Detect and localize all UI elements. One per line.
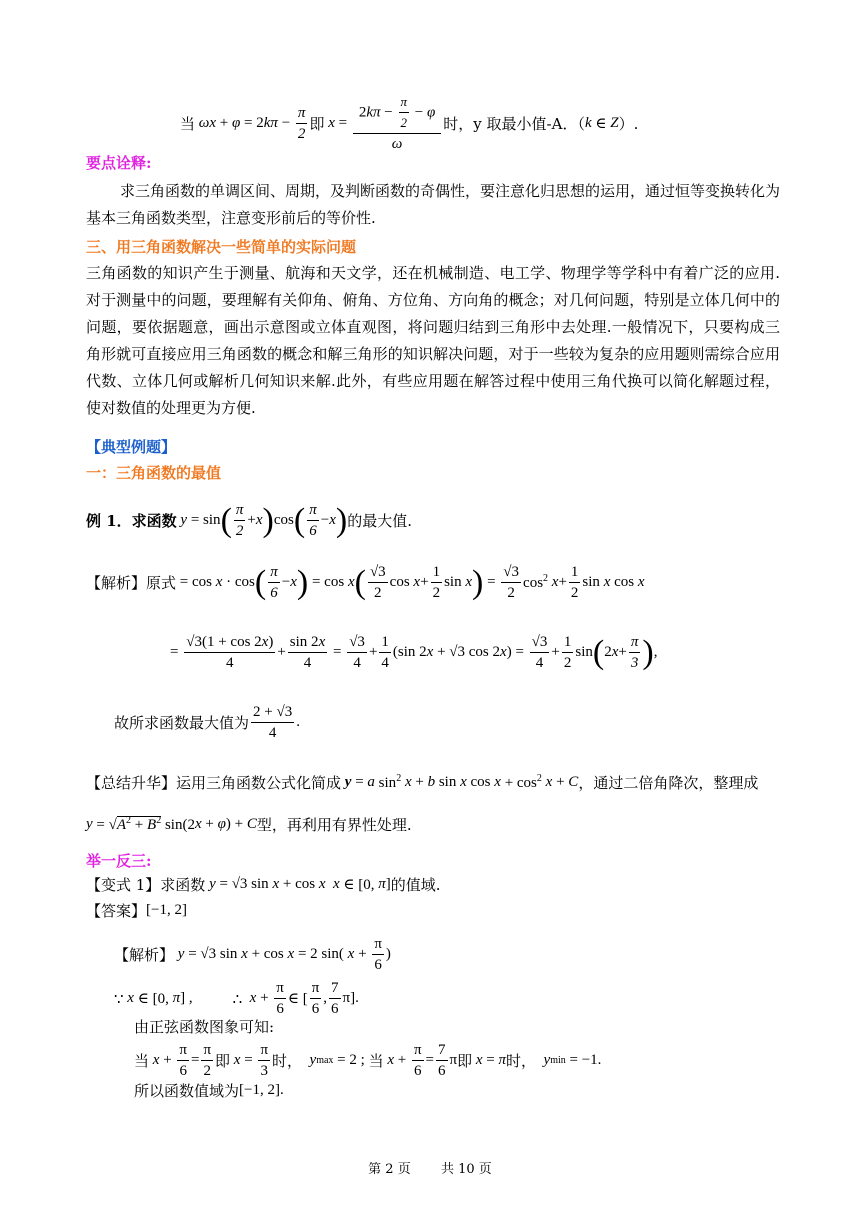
extrema-line: 当 x + $\frac{\pi}{6}$ = $\frac{\pi}{2}$ 即 x = $\frac{\pi}{3}$ 时， y max = 2 ; 当 x + $\frac{\pi}{6}$ = $\frac{7}{6}$ π 即 x = π 时， y min = −1.	[134, 1042, 602, 1079]
domain-line: ∵ x ∈ [0, π ] , ∴ x + $\frac{\pi}{6}$ ∈ [ $\frac{\pi}{6}$ , $\frac{7}{6}$ π].	[114, 980, 359, 1017]
shi-text-2: 时，	[506, 1052, 537, 1070]
suffix-text: 时，y 取最小值-A．（	[443, 114, 585, 133]
extend-heading: 举一反三:	[86, 852, 152, 870]
summary-text-2: ，通过二倍角降次，整理成	[578, 774, 759, 792]
examples-heading: 【典型例题】	[86, 438, 177, 456]
conclusion-value: [−1, 2]	[239, 1082, 280, 1098]
answer-line	[86, 900, 187, 921]
shi-text-1: 时，	[272, 1052, 303, 1070]
key-points-paragraph: 求三角函数的单调区间、周期，及判断函数的奇偶性，要注意化归思想的运用，通过恒等变换转化为基本三角函数类型，注意变形前后的等价性.	[86, 182, 781, 227]
section-3-paragraph: 三角函数的知识产生于测量、航海和天文学，还在机械制造、电工学、物理学等学科中有着广泛的应用. 对于测量中的问题，要理解有关仰角、俯角、方位角、方向角的概念；对几何问题，特别是立体几何中的问题，要依据题意，画出示意图或立体直观图，将问题归结到三角形中去处理.一般情况下，只要构成三角形就可直接应用三角函数的概念和解三角形的知识解决问题，对于一些较为复杂的应用题则需综合应用代数、立体几何或解析几何知识来解.此外，有些应用题在解答过程中使用三角代换可以简化解题过程，使对数值的处理更为方便.	[86, 264, 780, 417]
variant-solution-line: 【解析】 y = √3 sin x + cos x = 2 sin( x + $\frac{\pi}{6}$ )	[114, 936, 391, 973]
conclusion-line: 所以函数值域为 [−1, 2] .	[134, 1082, 284, 1100]
summary-label: 【总结升华】	[86, 774, 177, 792]
type-1-heading: 一：三角函数的最值	[86, 464, 222, 482]
page-number: 第 2 页	[368, 1162, 411, 1177]
therefore-symbol: ∴	[232, 989, 243, 1008]
max-value-text: 故所求函数最大值为	[114, 714, 250, 732]
min-value-condition-line: 当 ωx + φ = 2 kπ − $\frac{\pi}{2}$ 即 x = 2kπ − $\frac{\pi}{2}$ − φ ω 时，y 取最小值-A．（ k ∈ Z ）.	[180, 94, 639, 152]
key-points-heading: 要点诠释:	[86, 154, 152, 172]
section-3-heading: 三、用三角函数解决一些简单的实际问题	[86, 238, 357, 256]
variant-1: 【变式 1】求函数 y = √3 sin x + cos x x ∈ [0, π ] 的值域.	[86, 876, 441, 894]
summary-text-1: 运用三角函数公式化简成	[176, 774, 342, 792]
variant-1-suffix: 的值域.	[390, 876, 441, 894]
because-symbol: ∵	[114, 989, 124, 1008]
example-1-label: 例 1．求函数	[86, 512, 177, 530]
conclusion-text: 所以函数值域为	[134, 1082, 240, 1100]
page-total: 共 10 页	[441, 1162, 492, 1177]
example-1-suffix: 的最大值.	[347, 512, 412, 530]
prefix-text: 当	[180, 114, 196, 133]
max-value-line: 故所求函数最大值为 $\frac{2 + √3}{4}$ .	[114, 704, 300, 741]
solution-line-1: 【解析】原式 = cos x · cos ( $\frac{\pi}{6}$ − x ) = cos x ( $\frac{√3}{2}$ cos x + $\frac{1}{2}$ sin x ) = $\frac{√3}{2}$ $\cos^2$ x + $\frac{1}{2}$ sin x cos x	[86, 563, 645, 601]
ie-text-2: 即	[457, 1052, 473, 1070]
summary-line-1: 【总结升华】 运用三角函数公式化简成 y = a $\sin^2$ x + b sin x cos x + $\cos^2$ x + C ，通过二倍角降次，整理成	[86, 773, 759, 792]
when-text: 当	[134, 1052, 150, 1070]
example-1: 例 1．求函数 y = sin ( $\frac{\pi}{2}$ + x ) cos ( $\frac{\pi}{6}$ − x ) 的最大值.	[86, 501, 412, 539]
solution2-label: 【解析】	[114, 946, 175, 964]
solution-line-2: = $\frac{√3(1 + \cos 2x)}{4}$ + $\frac{\sin 2x}{4}$ = $\frac{√3}{4}$ + $\frac{1}{4}$ (sin 2x + √3 cos 2x) = $\frac{√3}{4}$ + $\frac{1}{2}$ sin ( 2 x + $\frac{\pi}{3}$ ) ,	[170, 633, 658, 671]
answer-value: [−1, 2]	[146, 902, 187, 918]
answer-label: 【答案】	[86, 902, 147, 920]
end-text: ）.	[618, 114, 639, 133]
summary-line-2: y = $√A^2 + B^2$ sin(2 x + φ ) + C 型，再利用有界性处理.	[86, 815, 412, 834]
page-footer	[0, 1158, 860, 1177]
when-text-2: 当	[368, 1052, 384, 1070]
sine-graph-text: 由正弦函数图象可知:	[134, 1018, 275, 1036]
solution-label: 【解析】原式	[86, 574, 177, 592]
mid-text: 即	[309, 114, 325, 133]
ie-text-1: 即	[215, 1052, 231, 1070]
summary-text-3: 型，再利用有界性处理.	[256, 816, 412, 834]
variant-1-label: 【变式 1】求函数	[86, 876, 206, 894]
